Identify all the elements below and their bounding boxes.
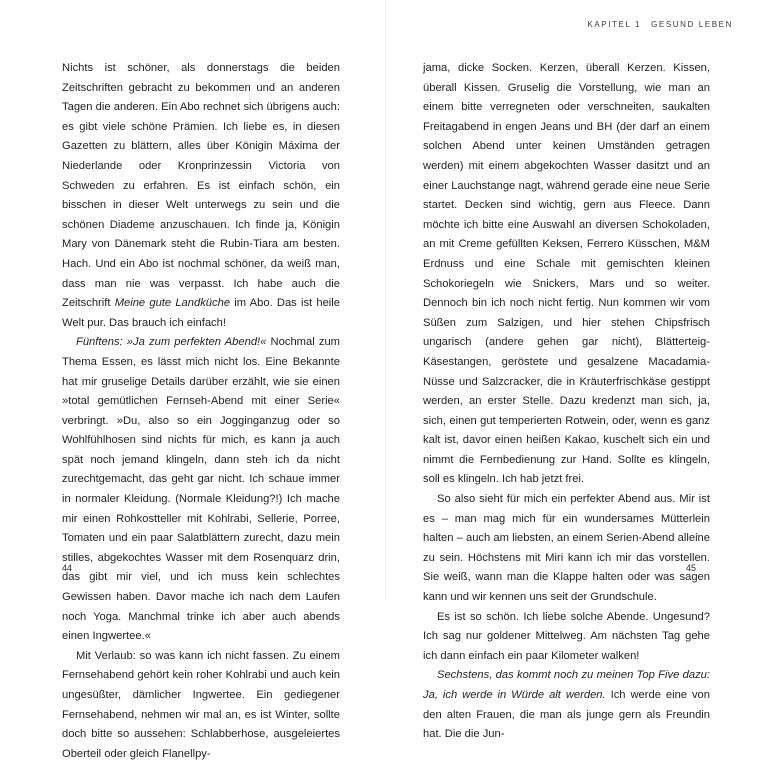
left-page xyxy=(62,59,340,764)
paragraph: So also sieht für mich ein perfekter Abend aus. Mir ist es – man mag mich für ein wundersames Mütterlein halten – auch am liebsten, an einem Serien-Abend alleine zu sein. Höchstens mit Miri kann ich mir das vorstellen. Sie weiß, wann man die Klappe halten oder was sagen kann und wir kennen uns seit der Grundschule. xyxy=(423,493,710,604)
page-number-left: 44 xyxy=(62,563,73,573)
paragraph: Sechstens, das kommt noch zu meinen Top Five dazu: Ja, ich werde in Würde alt werden. Ich werde eine von den alten Frauen, die man als junge gern als Freundin hat. Die die Jun- xyxy=(423,669,710,741)
section-heading-sixth: Sechstens, das kommt noch zu meinen Top Five dazu: Ja, ich werde in Würde alt werden. xyxy=(423,669,710,701)
magazine-title: Meine gute Landküche xyxy=(114,297,231,310)
paragraph: Es ist so schön. Ich liebe solche Abende. Ungesund? Ich sag nur goldener Mittelweg. Am nächsten Tag gehe ich dann einfach ein paar Kilometer walken! xyxy=(423,610,710,662)
chapter-title: GESUND LEBEN xyxy=(651,20,733,29)
paragraph: jama, dicke Socken. Kerzen, überall Kerzen. Kissen, überall Kissen. Gruselig die Vorstellung, wie man an einem bitte verregneten oder verschneiten, saukalten Freitagabend in engen Jeans und BH (der darf an einem solchen Abend unter keinen Umständen getragen werden) mit einem abgekochten Wasser dasitzt und an einer Lauchstange nagt, während gerade eine neue Serie startet. Decken sind wichtig, gern aus Fleece. Dann möchte ich bitte eine Auswahl an diversen Schokoladen, an mit Creme gefüllten Keksen, Ferrero Küsschen, M&M Erdnuss und eine Schale mit gemischten kleinen Schokoriegeln wie Snickers, Mars und so weiter. Dennoch bin ich noch nicht fertig. Nun kommen wir vom Süßen zum Salzigen, und hier stehen Chipsfrisch ungarisch (andere gehen gar nicht), Blätterteig-Käsestangen, geröstete und gesalzene Macadamia-Nüsse und Salzcracker, die in Kräuterfrischkäse gestippt werden, an erster Stelle. Dazu kredenzt man sich, ja, sich, einen gut temperierten Rotwein, oder, wenn es ganz kalt ist, davor einen heißen Kakao, kuschelt sich ein und nimmt die Fernbedienung zur Hand. Sollte es klingeln, soll es klingeln. Ich hab jetzt frei. xyxy=(423,62,710,486)
paragraph: Nichts ist schöner, als donnerstags die beiden Zeitschriften gebracht zu bekommen und an anderen Tagen die anderen. Ein Abo rechnet sich übrigens auch: es gibt viele schöne Prämien. Ich liebe es, in diesen Gazetten zu blättern, alles über Königin Máxima der Niederlande oder Kronprinzessin Victoria von Schweden zu erfahren. Es ist einfach schön, ein bisschen in dieser Welt unterwegs zu sein und die schönen Diademe anzuschauen. Ich finde ja, Königin Mary von Dänemark steht die Rubin-Tiara am besten. Hach. Und ein Abo ist nochmal schöner, da weiß man, dass man nie was verpasst. Ich habe auch die Zeitschrift Meine gute Landküche im Abo. Das ist heile Welt pur. Das brauch ich einfach! xyxy=(62,62,340,329)
page-number-right: 45 xyxy=(686,563,697,573)
gutter-divider xyxy=(385,0,386,600)
running-head xyxy=(587,20,733,29)
right-page xyxy=(423,59,710,745)
section-heading-fifth: Fünftens: »Ja zum perfekten Abend!« xyxy=(76,336,267,349)
paragraph: Fünftens: »Ja zum perfekten Abend!« Nochmal zum Thema Essen, es lässt mich nicht los. Eine Bekannte hat mir gruselige Details darüber erzählt, wie sie einen »total gemütlichen Fernseh-Abend mit einer Serie« verbringt. »Du, also so ein Jogginganzug oder so Wohlfühlhosen sind nichts für mich, es kann ja auch spät noch jemand klingeln, dann steh ich da nicht zurechtgemacht, das geht gar nicht. Ich schaue immer in normaler Kleidung. (Normale Kleidung?!) Ich mache mir einen Rohkostteller mit Kohlrabi, Sellerie, Porree, Tomaten und ein paar Salatblättern zurecht, dazu mein stilles, abgekochtes Wasser mit dem Rosenquarz drin, das gibt mir viel, und ich muss kein schlechtes Gewissen haben. Davor mache ich nach dem Laufen noch Yoga. Manchmal trinke ich aber auch abends einen Ingwertee.« xyxy=(62,336,341,643)
paragraph: Mit Verlaub: so was kann ich nicht fassen. Zu einem Fernsehabend gehört kein roher Kohlrabi und auch kein ungesüßter, dämlicher Ingwertee. Ein gediegener Fernsehabend, nehmen wir mal an, es ist Winter, sollte doch bitte so aussehen: Schlabberhose, ausgeleiertes Oberteil oder gleich Flanellpy- xyxy=(62,649,340,760)
chapter-label: KAPITEL 1 xyxy=(587,20,642,29)
